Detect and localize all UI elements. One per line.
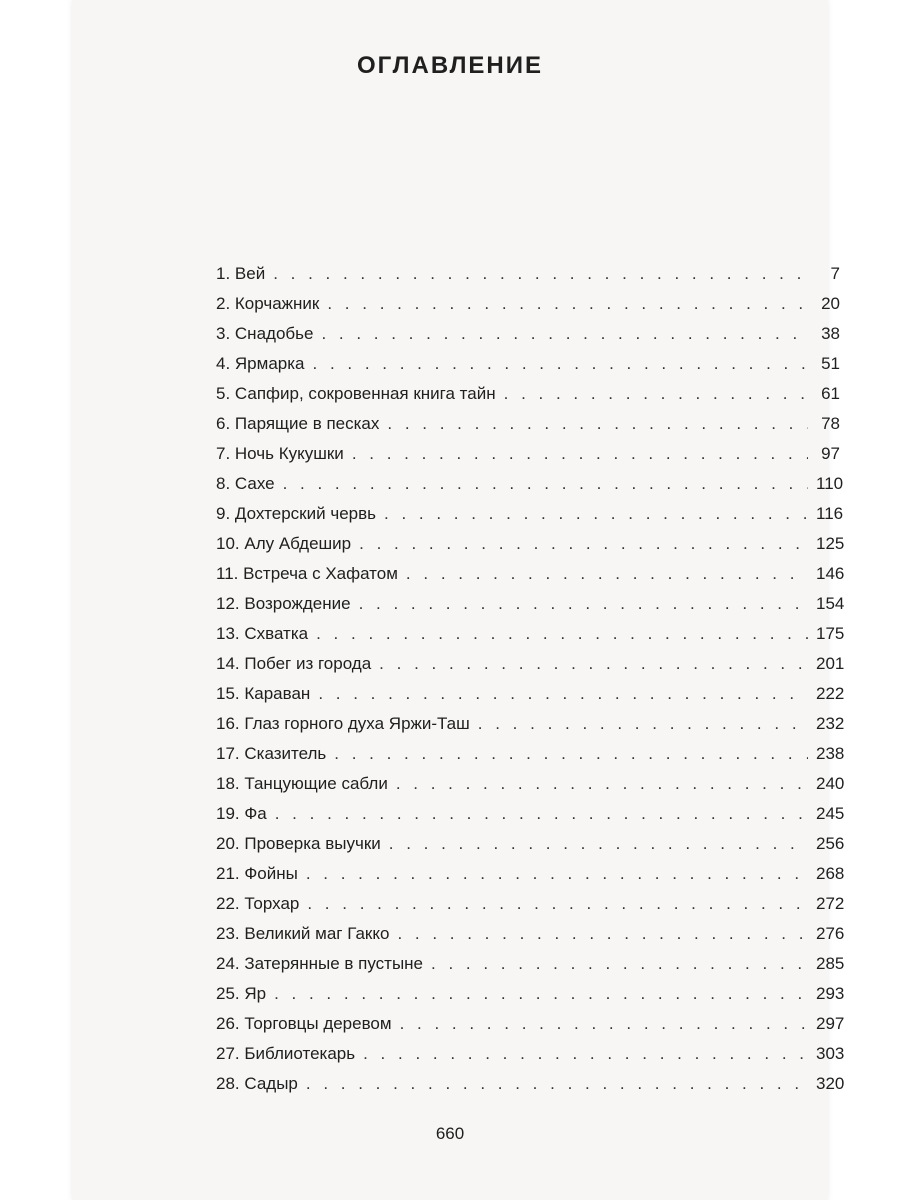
toc-entry-label: 27. Библиотекарь xyxy=(216,1044,356,1063)
toc-entry-page: 256 xyxy=(816,834,845,853)
toc-entry xyxy=(216,409,840,439)
toc-leader-dots xyxy=(306,1069,808,1099)
toc-entry-page: 293 xyxy=(816,984,845,1003)
toc-entry xyxy=(216,559,845,589)
toc-entry-page: 154 xyxy=(816,594,845,613)
toc-leader-dots xyxy=(306,859,808,889)
toc-entry-page: 97 xyxy=(821,444,840,463)
toc-entry xyxy=(216,649,845,679)
toc-entry-label: 12. Возрождение xyxy=(216,594,351,613)
toc-entry-page: 51 xyxy=(821,354,840,373)
toc-leader-dots xyxy=(318,679,808,709)
toc-entry-label: 5. Сапфир, сокровенная книга тайн xyxy=(216,384,496,403)
toc-leader-dots xyxy=(400,1009,808,1039)
toc-entry xyxy=(216,529,845,559)
toc-leader-dots xyxy=(275,799,808,829)
toc-entry xyxy=(216,979,845,1009)
toc-entry xyxy=(216,769,845,799)
toc-leader-dots xyxy=(321,319,808,349)
toc-entry xyxy=(216,499,844,529)
toc-leader-dots xyxy=(363,1039,808,1069)
toc-entry-label: 21. Фойны xyxy=(216,864,298,883)
toc-leader-dots xyxy=(379,649,808,679)
toc-entry-page: 222 xyxy=(816,684,845,703)
toc-entry-page: 146 xyxy=(816,564,845,583)
toc-entry xyxy=(216,889,845,919)
toc-entry-label: 25. Яр xyxy=(216,984,267,1003)
toc-leader-dots xyxy=(431,949,808,979)
toc-entry-page: 238 xyxy=(816,744,845,763)
toc-entry-label: 7. Ночь Кукушки xyxy=(216,444,344,463)
toc-entry-label: 24. Затерянные в пустыне xyxy=(216,954,424,973)
toc-leader-dots xyxy=(504,379,808,409)
toc-leader-dots xyxy=(316,619,808,649)
toc-entry-page: 297 xyxy=(816,1014,845,1033)
toc-entry-page: 303 xyxy=(816,1044,845,1063)
page-number: 660 xyxy=(435,1124,465,1143)
toc-entry-label: 13. Схватка xyxy=(216,624,309,643)
toc-leader-dots xyxy=(384,499,808,529)
toc-entry-page: 245 xyxy=(816,804,845,823)
toc-entry-page: 240 xyxy=(816,774,845,793)
toc-entry-label: 4. Ярмарка xyxy=(216,354,305,373)
toc-leader-dots xyxy=(478,709,808,739)
toc-leader-dots xyxy=(387,409,808,439)
toc-entry-label: 18. Танцующие сабли xyxy=(216,774,388,793)
toc-leader-dots xyxy=(397,919,808,949)
toc-entry-page: 61 xyxy=(821,384,840,403)
toc-entry-label: 10. Алу Абдешир xyxy=(216,534,352,553)
toc-title: ОГЛАВЛЕНИЕ xyxy=(356,52,544,79)
toc-leader-dots xyxy=(274,979,808,1009)
toc-entry xyxy=(216,619,845,649)
toc-leader-dots xyxy=(334,739,808,769)
toc-entry-page: 125 xyxy=(816,534,845,553)
toc-entry-label: 1. Вей xyxy=(216,264,266,283)
toc-entry xyxy=(216,799,845,829)
toc-entry-label: 23. Великий маг Гакко xyxy=(216,924,390,943)
toc-entry-page: 7 xyxy=(830,264,840,283)
toc-entry-label: 19. Фа xyxy=(216,804,267,823)
toc-entry-label: 11. Встреча с Хафатом xyxy=(216,564,398,583)
toc-entry-page: 116 xyxy=(816,504,844,523)
toc-entry-page: 276 xyxy=(816,924,845,943)
toc-leader-dots xyxy=(359,529,808,559)
toc-entry-label: 26. Торговцы деревом xyxy=(216,1014,392,1033)
toc-entry-page: 320 xyxy=(816,1074,845,1093)
toc-entry xyxy=(216,679,845,709)
toc-entry-label: 22. Торхар xyxy=(216,894,300,913)
toc-entry xyxy=(216,739,845,769)
toc-entry-label: 3. Снадобье xyxy=(216,324,314,343)
toc-entry xyxy=(216,949,845,979)
toc-leader-dots xyxy=(283,469,808,499)
toc-entry xyxy=(216,289,840,319)
toc-entry-page: 232 xyxy=(816,714,845,733)
toc-leader-dots xyxy=(327,289,808,319)
toc-list xyxy=(216,259,845,1099)
toc-entry-label: 15. Караван xyxy=(216,684,311,703)
toc-entry xyxy=(216,1039,845,1069)
toc-entry-page: 201 xyxy=(816,654,845,673)
toc-entry-page: 272 xyxy=(816,894,845,913)
toc-entry xyxy=(216,589,845,619)
toc-entry xyxy=(216,259,840,289)
toc-entry-page: 20 xyxy=(821,294,840,313)
toc-leader-dots xyxy=(406,559,808,589)
toc-entry-page: 110 xyxy=(816,474,844,493)
toc-leader-dots xyxy=(389,829,808,859)
toc-entry-page: 78 xyxy=(821,414,840,433)
toc-entry-label: 20. Проверка выучки xyxy=(216,834,381,853)
toc-leader-dots xyxy=(396,769,808,799)
toc-entry xyxy=(216,829,845,859)
toc-entry-label: 9. Дохтерский червь xyxy=(216,504,376,523)
toc-entry xyxy=(216,1009,845,1039)
toc-entry xyxy=(216,1069,845,1099)
toc-entry-label: 28. Садыр xyxy=(216,1074,298,1093)
toc-entry-page: 175 xyxy=(816,624,845,643)
toc-entry xyxy=(216,469,844,499)
toc-entry-label: 14. Побег из города xyxy=(216,654,372,673)
toc-leader-dots xyxy=(273,259,808,289)
toc-entry-label: 6. Парящие в песках xyxy=(216,414,380,433)
toc-leader-dots xyxy=(313,349,809,379)
toc-entry xyxy=(216,919,845,949)
toc-entry xyxy=(216,319,840,349)
toc-entry xyxy=(216,379,840,409)
book-page xyxy=(72,0,845,1200)
toc-entry xyxy=(216,349,840,379)
toc-entry-label: 17. Сказитель xyxy=(216,744,327,763)
toc-entry-page: 38 xyxy=(821,324,840,343)
toc-leader-dots xyxy=(352,439,808,469)
toc-entry xyxy=(216,859,845,889)
toc-entry xyxy=(216,709,845,739)
toc-entry-page: 285 xyxy=(816,954,845,973)
toc-entry-label: 8. Сахе xyxy=(216,474,275,493)
toc-entry-page: 268 xyxy=(816,864,845,883)
toc-leader-dots xyxy=(307,889,808,919)
toc-leader-dots xyxy=(359,589,808,619)
toc-entry-label: 16. Глаз горного духа Яржи-Таш xyxy=(216,714,470,733)
toc-entry-label: 2. Корчажник xyxy=(216,294,320,313)
toc-entry xyxy=(216,439,840,469)
